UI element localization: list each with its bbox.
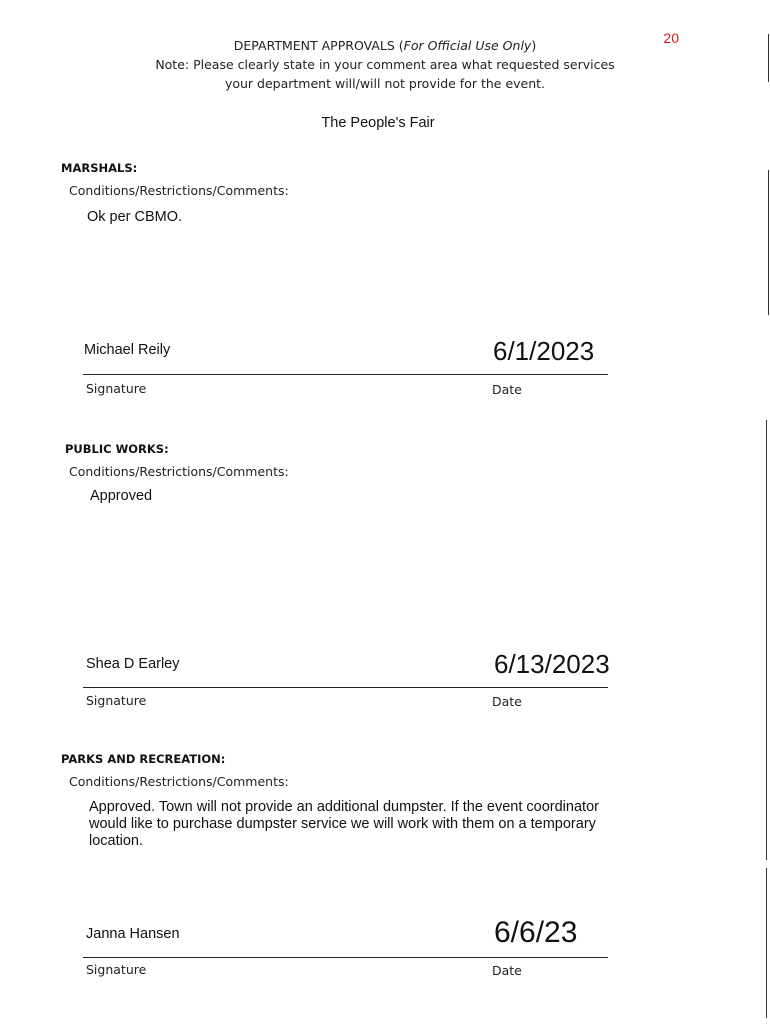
conditions-label: Conditions/Restrictions/Comments: — [69, 183, 289, 198]
comment-line: Approved. Town will not provide an additional dumpster. If the event coordinator — [89, 799, 599, 815]
date-value-parks-recreation: 6/6/23 — [494, 916, 578, 949]
note-line-1: Note: Please clearly state in your comment area what requested services — [155, 57, 615, 72]
date-value-marshals: 6/1/2023 — [493, 336, 595, 366]
page-edge-mark — [766, 868, 767, 1018]
heading-italic: For Official Use Only — [403, 38, 532, 53]
signer-name-public-works: Shea D Earley — [86, 656, 180, 672]
signature-label: Signature — [86, 381, 147, 396]
approvals-heading — [0, 38, 770, 53]
section-title-marshals: MARSHALS: — [61, 161, 138, 175]
comment-parks-recreation — [89, 799, 599, 850]
section-title-public-works: PUBLIC WORKS: — [65, 442, 169, 456]
heading-suffix: ) — [531, 38, 537, 53]
note-line-2: your department will/will not provide for the event. — [224, 76, 546, 91]
date-label: Date — [492, 382, 522, 397]
date-value-public-works: 6/13/2023 — [494, 649, 610, 679]
page-edge-mark — [768, 170, 769, 315]
page-number: 20 — [663, 30, 679, 46]
event-name: The People's Fair — [321, 115, 435, 131]
signature-label: Signature — [86, 962, 147, 977]
comment-line: would like to purchase dumpster service we will work with them on a temporary — [89, 816, 596, 832]
signature-line — [83, 957, 608, 958]
date-label: Date — [492, 694, 522, 709]
page-edge-mark — [768, 34, 769, 82]
conditions-label: Conditions/Restrictions/Comments: — [69, 464, 289, 479]
signature-label: Signature — [86, 693, 147, 708]
page-edge-mark — [766, 420, 767, 860]
comment-marshals: Ok per CBMO. — [87, 209, 183, 225]
signature-line — [83, 687, 608, 688]
comment-public-works: Approved — [90, 488, 153, 504]
signature-line — [83, 374, 608, 375]
signer-name-marshals: Michael Reily — [84, 342, 171, 358]
comment-line: location. — [89, 833, 144, 849]
section-title-parks-recreation: PARKS AND RECREATION: — [61, 752, 226, 766]
conditions-label: Conditions/Restrictions/Comments: — [69, 774, 289, 789]
date-label: Date — [492, 963, 522, 978]
heading-prefix: DEPARTMENT APPROVALS ( — [233, 38, 404, 53]
signer-name-parks-recreation: Janna Hansen — [86, 926, 180, 942]
